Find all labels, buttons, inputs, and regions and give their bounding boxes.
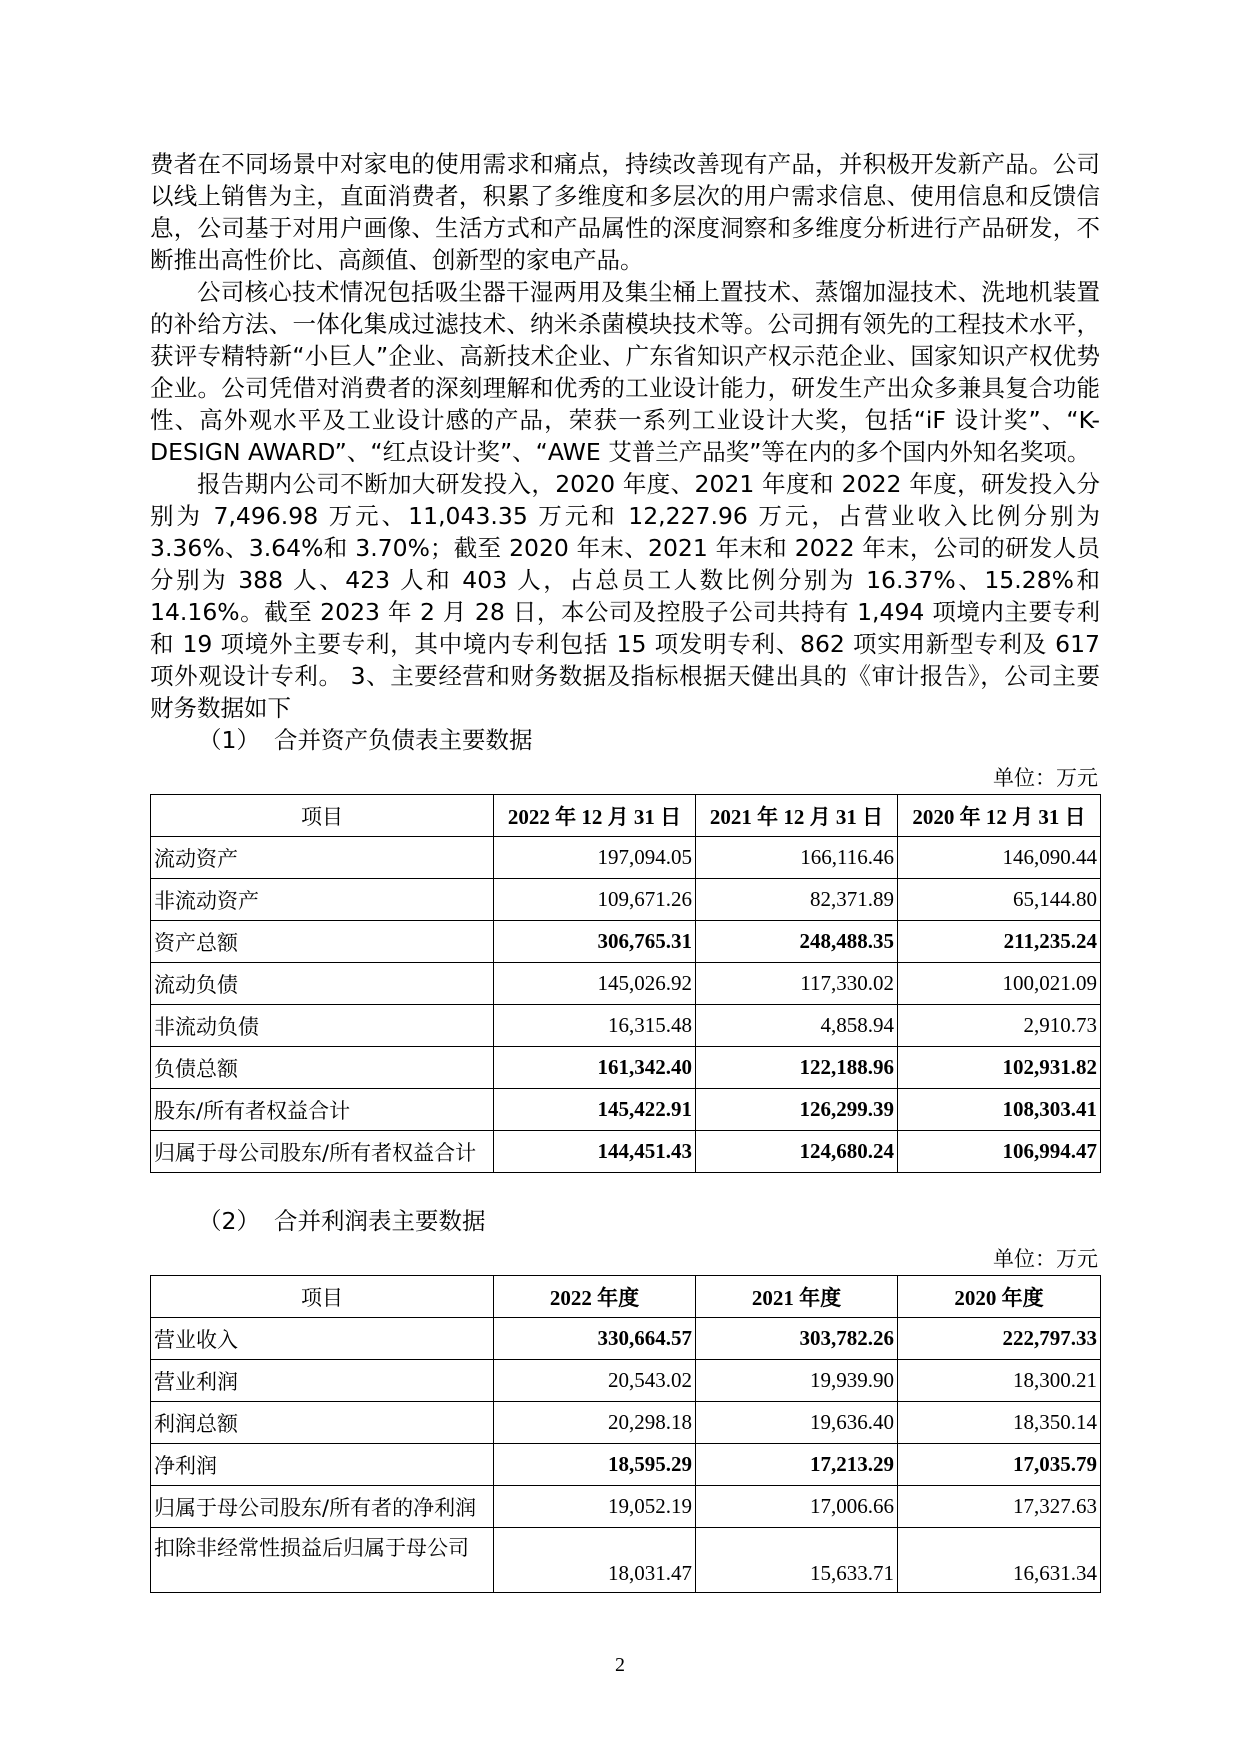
cell-value: 19,052.19 (494, 1486, 696, 1528)
cell-value: 19,636.40 (696, 1402, 898, 1444)
balance-sheet-index: （1） (198, 726, 260, 754)
cell-value: 166,116.46 (696, 837, 898, 879)
cell-value: 197,094.05 (494, 837, 696, 879)
cell-value: 122,188.96 (696, 1047, 898, 1089)
cell-value: 145,422.91 (494, 1089, 696, 1131)
row-label: 营业收入 (151, 1318, 494, 1360)
cell-value: 330,664.57 (494, 1318, 696, 1360)
cell-value: 18,300.21 (898, 1360, 1101, 1402)
cell-value: 17,035.79 (898, 1444, 1101, 1486)
column-header-2020: 2020 年 12 月 31 日 (898, 795, 1101, 837)
page-number: 2 (615, 1654, 625, 1676)
cell-value: 17,327.63 (898, 1486, 1101, 1528)
column-header-item: 项目 (151, 1276, 494, 1318)
cell-value: 124,680.24 (696, 1131, 898, 1173)
cell-value: 126,299.39 (696, 1089, 898, 1131)
column-header-2020: 2020 年度 (898, 1276, 1101, 1318)
cell-value: 144,451.43 (494, 1131, 696, 1173)
cell-value: 17,213.29 (696, 1444, 898, 1486)
table-row (151, 1131, 1101, 1173)
cell-value: 18,595.29 (494, 1444, 696, 1486)
cell-value: 222,797.33 (898, 1318, 1101, 1360)
cell-value: 109,671.26 (494, 879, 696, 921)
cell-value: 146,090.44 (898, 837, 1101, 879)
cell-value: 18,350.14 (898, 1402, 1101, 1444)
row-label: 扣除非经常性损益后归属于母公司 (151, 1528, 494, 1593)
column-header-2022: 2022 年度 (494, 1276, 696, 1318)
cell-value: 303,782.26 (696, 1318, 898, 1360)
table-row (151, 1047, 1101, 1089)
table-row (151, 837, 1101, 879)
balance-sheet-unit: 单位：万元 (993, 766, 1098, 790)
cell-value: 65,144.80 (898, 879, 1101, 921)
table-row (151, 1089, 1101, 1131)
table-row (151, 1402, 1101, 1444)
row-label: 非流动负债 (151, 1005, 494, 1047)
document-page (150, 148, 1100, 1593)
cell-value: 18,031.47 (494, 1528, 696, 1593)
table-row (151, 1444, 1101, 1486)
table-row (151, 1486, 1101, 1528)
row-label: 流动负债 (151, 963, 494, 1005)
column-header-item: 项目 (151, 795, 494, 837)
cell-value: 16,315.48 (494, 1005, 696, 1047)
cell-value: 161,342.40 (494, 1047, 696, 1089)
income-statement-index: （2） (198, 1207, 260, 1235)
cell-value: 15,633.71 (696, 1528, 898, 1593)
balance-sheet-title: 合并资产负债表主要数据 (274, 726, 533, 754)
cell-value: 17,006.66 (696, 1486, 898, 1528)
row-label: 利润总额 (151, 1402, 494, 1444)
row-label: 归属于母公司股东/所有者的净利润 (151, 1486, 494, 1528)
column-header-2021: 2021 年度 (696, 1276, 898, 1318)
row-label: 股东/所有者权益合计 (151, 1089, 494, 1131)
table-header-row (151, 1276, 1101, 1318)
column-header-2022: 2022 年 12 月 31 日 (494, 795, 696, 837)
cell-value: 82,371.89 (696, 879, 898, 921)
cell-value: 2,910.73 (898, 1005, 1101, 1047)
table-row (151, 1528, 1101, 1593)
income-statement-unit: 单位：万元 (993, 1247, 1098, 1271)
table-row (151, 1005, 1101, 1047)
cell-value: 211,235.24 (898, 921, 1101, 963)
table-header-row (151, 795, 1101, 837)
paragraph-3: 报告期内公司不断加大研发投入，2020 年度、2021 年度和 2022 年度，研发投入分别为 7,496.98 万元、11,043.35 万元和 12,227.96 万元，占营业收入比例分别为 3.36%、3.64%和 3.70%；截至 2020 年末、2021 年末和 2022 年末，公司的研发人员分别为 388 人、423 人和 403 人，占总员工人数比例分别为 16.37%、15.28%和 14.16%。截至 2023 年 2 月 28 日，本公司及控股子公司共持有 1,494 项境内主要专利和 19 项境外主要专利，其中境内专利包括 15 项发明专利、862 项实用新型专利及 617 项外观设计专利。 3、主要经营和财务数据及指标根据天健出具的《审计报告》，公司主要财务数据如下 (150, 470, 1100, 722)
table-row (151, 963, 1101, 1005)
paragraph-2: 公司核心技术情况包括吸尘器干湿两用及集尘桶上置技术、蒸馏加湿技术、洗地机装置的补给方法、一体化集成过滤技术、纳米杀菌模块技术等。公司拥有领先的工程技术水平，获评专精特新“小巨人”企业、高新技术企业、广东省知识产权示范企业、国家知识产权优势企业。公司凭借对消费者的深刻理解和优秀的工业设计能力，研发生产出众多兼具复合功能性、高外观水平及工业设计感的产品，荣获一系列工业设计大奖，包括“iF 设计奖”、“K-DESIGN AWARD”、“红点设计奖”、“AWE 艾普兰产品奖”等在内的多个国内外知名奖项。 (150, 278, 1100, 466)
table-row (151, 1360, 1101, 1402)
row-label: 非流动资产 (151, 879, 494, 921)
row-label: 负债总额 (151, 1047, 494, 1089)
cell-value: 20,543.02 (494, 1360, 696, 1402)
column-header-2021: 2021 年 12 月 31 日 (696, 795, 898, 837)
cell-value: 16,631.34 (898, 1528, 1101, 1593)
balance-sheet-heading (198, 724, 1100, 756)
cell-value: 20,298.18 (494, 1402, 696, 1444)
balance-sheet-table (150, 794, 1101, 1173)
row-label: 资产总额 (151, 921, 494, 963)
income-statement-table (150, 1275, 1101, 1593)
cell-value: 145,026.92 (494, 963, 696, 1005)
income-statement-heading (198, 1205, 1100, 1237)
cell-value: 108,303.41 (898, 1089, 1101, 1131)
cell-value: 4,858.94 (696, 1005, 898, 1047)
cell-value: 117,330.02 (696, 963, 898, 1005)
row-label: 营业利润 (151, 1360, 494, 1402)
paragraph-1: 费者在不同场景中对家电的使用需求和痛点，持续改善现有产品，并积极开发新产品。公司以线上销售为主，直面消费者，积累了多维度和多层次的用户需求信息、使用信息和反馈信息，公司基于对用户画像、生活方式和产品属性的深度洞察和多维度分析进行产品研发，不断推出高性价比、高颜值、创新型的家电产品。 (150, 150, 1100, 274)
cell-value: 106,994.47 (898, 1131, 1101, 1173)
cell-value: 306,765.31 (494, 921, 696, 963)
table-row (151, 921, 1101, 963)
row-label: 归属于母公司股东/所有者权益合计 (151, 1131, 494, 1173)
income-statement-title: 合并利润表主要数据 (274, 1207, 486, 1235)
cell-value: 100,021.09 (898, 963, 1101, 1005)
table-row (151, 1318, 1101, 1360)
cell-value: 102,931.82 (898, 1047, 1101, 1089)
cell-value: 248,488.35 (696, 921, 898, 963)
cell-value: 19,939.90 (696, 1360, 898, 1402)
table-row (151, 879, 1101, 921)
row-label: 流动资产 (151, 837, 494, 879)
row-label: 净利润 (151, 1444, 494, 1486)
